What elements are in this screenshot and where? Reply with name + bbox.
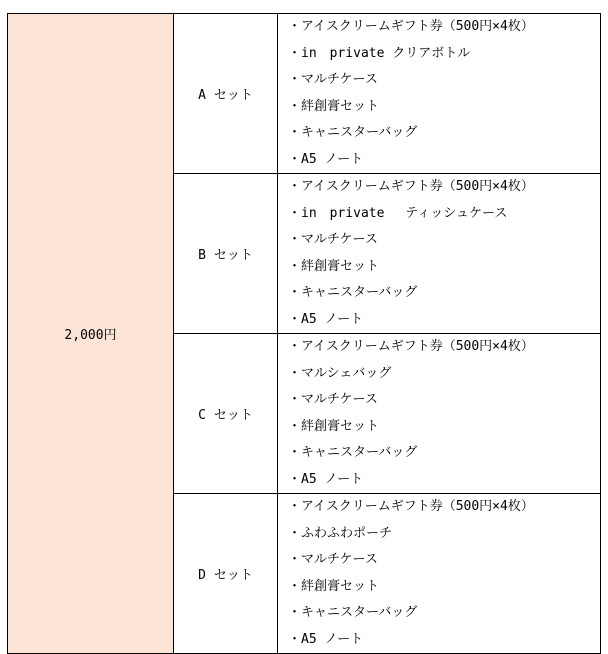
list-item: ・キャニスターバッグ — [288, 605, 418, 620]
price-cell: 2,000円 — [8, 14, 174, 654]
list-item: ・絆創膏セット — [288, 578, 380, 594]
list-item: ・キャニスターバッグ — [288, 125, 418, 140]
item-list-c — [288, 334, 600, 493]
list-item: ・マルチケース — [288, 392, 378, 407]
list-item: ・マルチケース — [288, 232, 378, 247]
item-list-b — [288, 174, 600, 333]
list-item: ・A5 ノート — [288, 631, 364, 647]
set-label-a: A セット — [174, 14, 278, 174]
set-label-b: B セット — [174, 174, 278, 334]
set-items-a — [278, 14, 601, 174]
list-item: ・マルチケース — [288, 552, 378, 567]
list-item: ・絆創膏セット — [288, 98, 380, 114]
list-item: ・絆創膏セット — [288, 258, 380, 274]
item-list-d — [288, 494, 600, 653]
set-row-a — [8, 14, 601, 174]
list-item: ・アイスクリームギフト券（500円×4枚） — [288, 499, 534, 514]
set-items-c — [278, 334, 601, 494]
list-item: ・ふわふわポーチ — [288, 525, 393, 541]
gift-set-table — [7, 13, 601, 654]
list-item: ・A5 ノート — [288, 151, 364, 167]
list-item: ・アイスクリームギフト券（500円×4枚） — [288, 179, 534, 194]
list-item: ・キャニスターバッグ — [288, 285, 418, 300]
list-item: ・マルシェバッグ — [288, 365, 392, 381]
set-label-d: D セット — [174, 494, 278, 654]
list-item: ・キャニスターバッグ — [288, 445, 418, 460]
list-item: ・絆創膏セット — [288, 418, 380, 434]
set-label-c: C セット — [174, 334, 278, 494]
list-item: ・A5 ノート — [288, 311, 364, 327]
list-item: ・アイスクリームギフト券（500円×4枚） — [288, 339, 534, 354]
set-items-d — [278, 494, 601, 654]
list-item: ・A5 ノート — [288, 471, 364, 487]
list-item: ・in private ティッシュケース — [288, 205, 508, 221]
item-list-a — [288, 14, 600, 173]
list-item: ・マルチケース — [288, 72, 378, 87]
list-item: ・アイスクリームギフト券（500円×4枚） — [288, 19, 534, 34]
list-item: ・in private クリアボトル — [288, 45, 471, 61]
set-items-b — [278, 174, 601, 334]
